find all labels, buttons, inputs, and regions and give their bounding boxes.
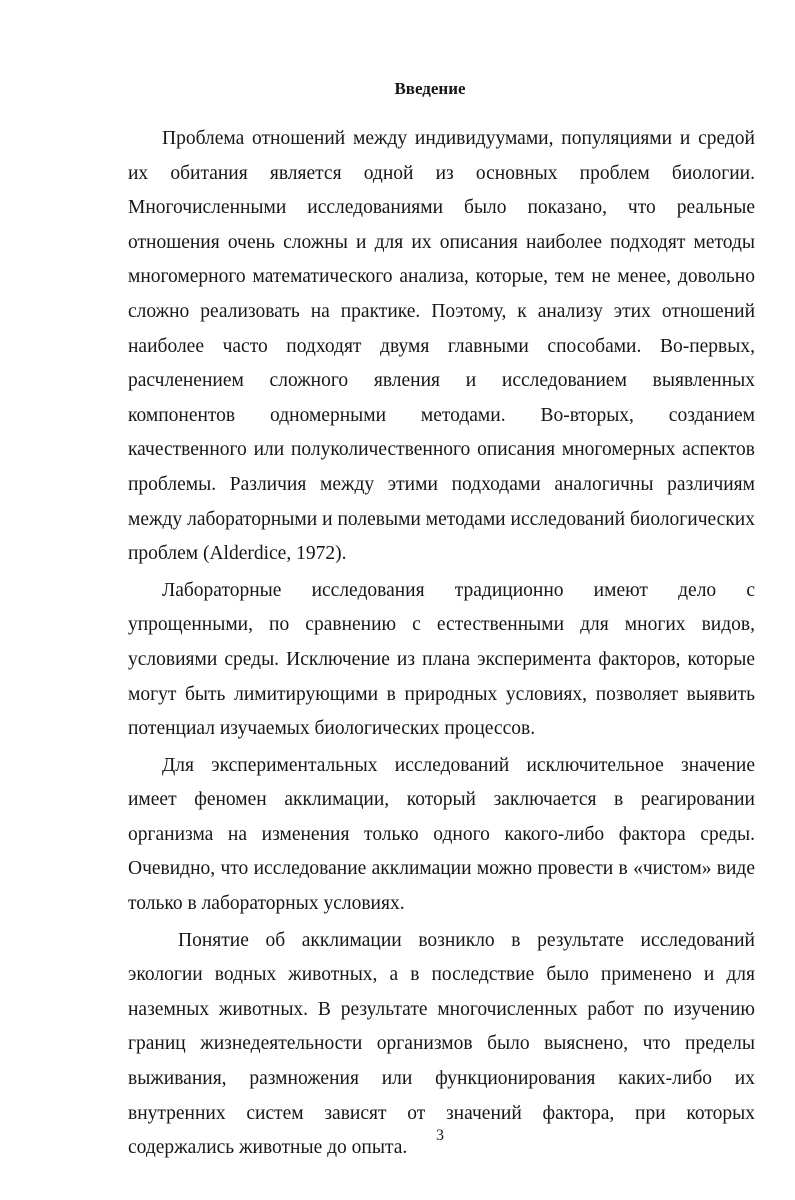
paragraph-4: Понятие об акклимации возникло в результате исследований экологии водных животных, а в последствие было применено и для наземных животных. В результате многочисленных работ по изучению границ жизнедеятельности организмов было выяснено, что пределы выживания, размножения или функционирования каких-либо их внутренних систем зависят от значений фактора, при которых содержались животные до опыта. xyxy=(128,929,755,1159)
document-body xyxy=(128,122,755,1166)
paragraph-3: Для экспериментальных исследований исключительное значение имеет феномен акклимации, который заключается в реагировании организма на изменения только одного какого-либо фактора среды. Очевидно, что исследование акклимации можно провести в «чистом» виде только в лабораторных условиях. xyxy=(128,754,755,915)
section-title: Введение xyxy=(394,79,466,98)
paragraph-1: Проблема отношений между индивидуумами, популяциями и средой их обитания является одной из основных проблем биологии. Многочисленными исследованиями было показано, что реальные отношения очень сложны и для их описания наиболее подходят методы многомерного математического анализа, которые, тем не менее, довольно сложно реализовать на практике. Поэтому, к анализу этих отношений наиболее часто подходят двумя главными способами. Во-первых, расчленением сложного явления и исследованием выявленных компонентов одномерными методами. Во-вторых, созданием качественного или полуколичественного описания многомерных аспектов проблемы. Различия между этими подходами аналогичны различиям между лабораторными и полевыми методами исследований биологических проблем (Alderdice, 1972). xyxy=(128,128,755,565)
paragraph-2: Лабораторные исследования традиционно имеют дело с упрощенными, по сравнению с естественными для многих видов, условиями среды. Исключение из плана эксперимента факторов, которые могут быть лимитирующими в природных условиях, позволяет выявить потенциал изучаемых биологических процессов. xyxy=(128,579,755,740)
page-number: 3 xyxy=(436,1127,444,1144)
